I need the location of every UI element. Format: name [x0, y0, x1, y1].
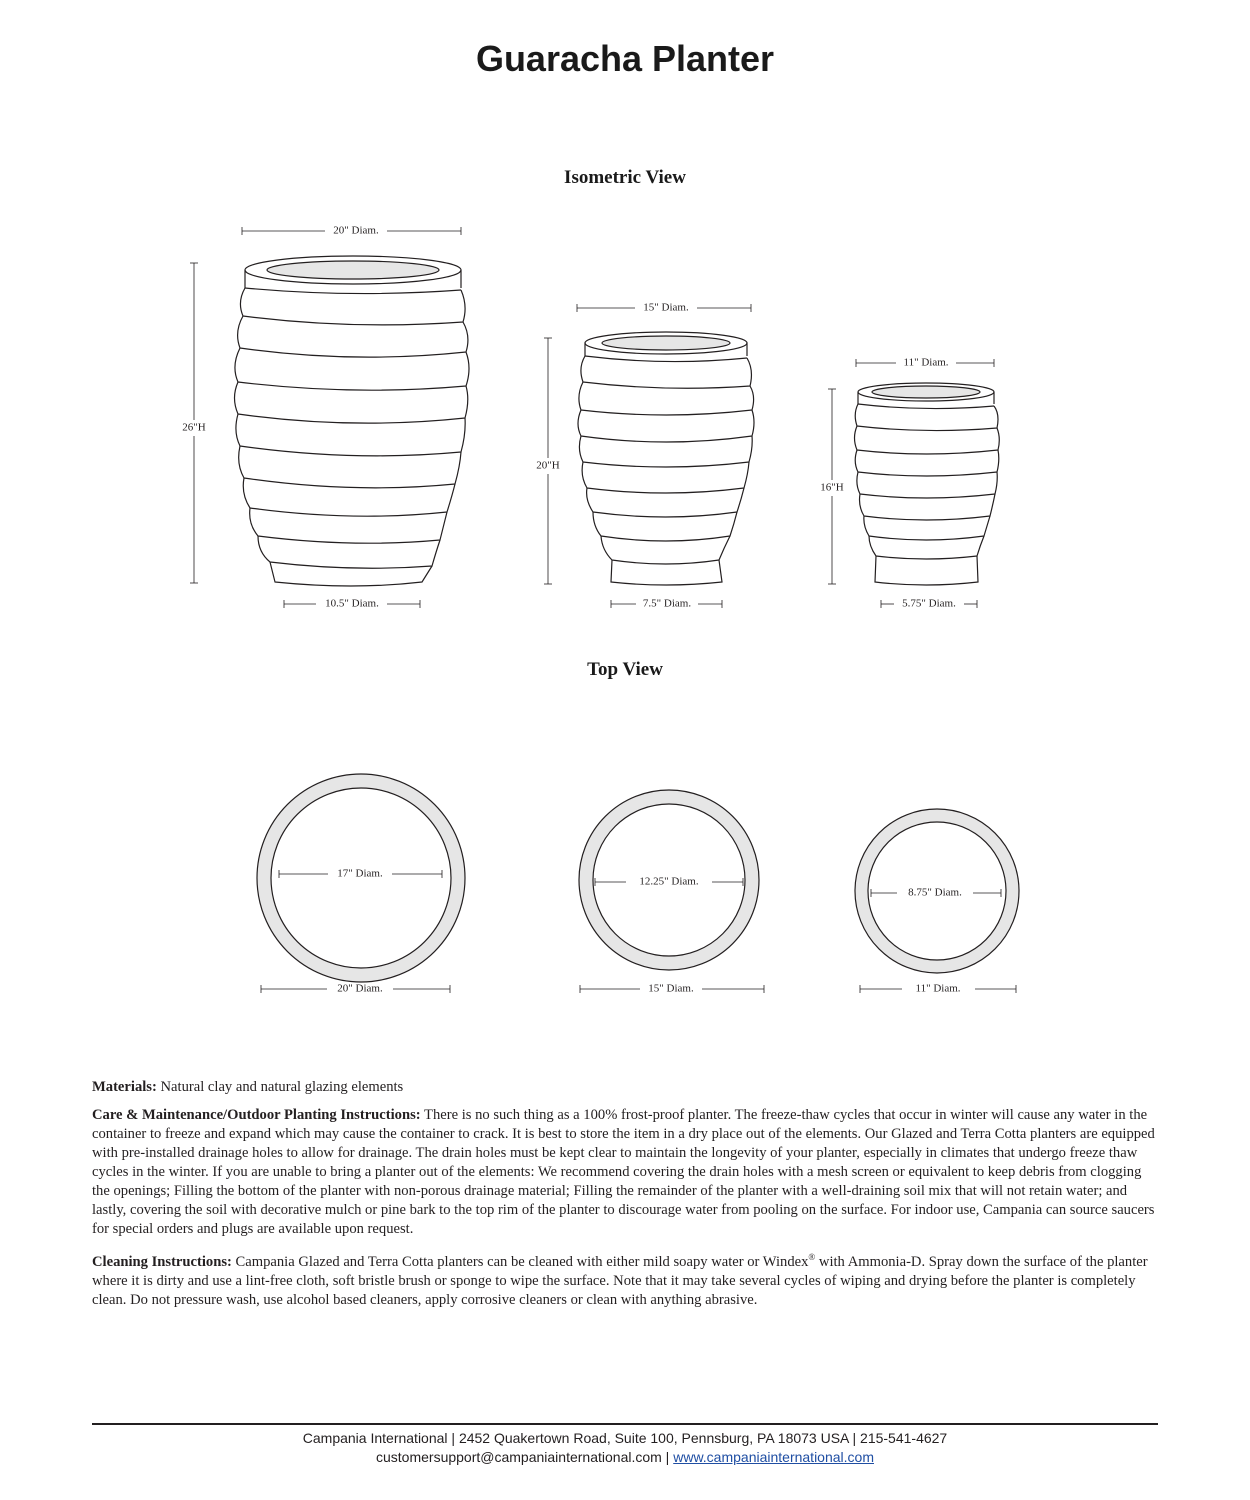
iso-large-top-diam: 20" Diam. — [333, 224, 379, 237]
footer-email: customersupport@campaniainternational.com — [376, 1449, 662, 1465]
care-label: Care & Maintenance/Outdoor Planting Instructions: — [92, 1107, 421, 1123]
cleaning-label: Cleaning Instructions: — [92, 1253, 232, 1270]
top-medium-outer-diam: 15" Diam. — [648, 982, 694, 995]
isometric-planter-small — [855, 383, 1000, 585]
iso-small-top-diam: 11" Diam. — [903, 356, 949, 369]
footer-separator: | — [661, 1449, 674, 1465]
top-large-outer-diam: 20" Diam. — [337, 982, 383, 995]
materials-text: Natural clay and natural glazing elements — [160, 1079, 404, 1095]
care-text: There is no such thing as a 100% frost-proof planter. The freeze-thaw cycles that occur in winter will cause any water in the container to freeze and expand which may cause the container to crack. It is best to store the item in a dry place out of the elements. Our Glazed and Terra Cotta planters are equipped with pre-installed drainage holes to allow for drainage. The drain holes must be kept clear to maintain the longevity of your planter, especially in climates that undergo freeze thaw cycles in the winter. If you are unable to bring a planter out of the elements: We recommend covering the drain holes with a mesh screen or equivalent to keep debris from clogging the openings; Filling the bottom of the planter with non-porous drainage material; Filling the remainder of the planter with a well-draining soil mix that will not retain water; and lastly, covering the soil with decorative mulch or pine bark to the top rim of the planter to discourage water from pooling on the surface. For indoor use, Campania can source saucers for special orders and plugs are available upon request. — [92, 1107, 1155, 1237]
footer-address: Campania International | 2452 Quakertown Road, Suite 100, Pennsburg, PA 18073 USA | 215-541-4627 — [302, 1430, 948, 1446]
top-view-heading: Top View — [587, 659, 663, 680]
page-title: Guaracha Planter — [475, 38, 775, 79]
isometric-view-heading: Isometric View — [564, 167, 686, 188]
iso-large-height: 26"H — [182, 421, 206, 434]
iso-large-base-diam: 10.5" Diam. — [325, 597, 379, 610]
registered-mark: ® — [808, 1252, 816, 1262]
iso-small-height: 16"H — [820, 481, 844, 494]
top-medium-inner-diam: 12.25" Diam. — [639, 875, 699, 888]
care-paragraph — [92, 1106, 1160, 1239]
cleaning-paragraph — [92, 1248, 1160, 1310]
product-specifications — [92, 1078, 1160, 1319]
materials-paragraph — [92, 1078, 1160, 1097]
materials-label: Materials: — [92, 1079, 157, 1095]
isometric-planter-medium — [578, 332, 754, 585]
iso-medium-top-diam: 15" Diam. — [643, 301, 689, 314]
top-large-inner-diam: 17" Diam. — [337, 867, 383, 880]
iso-medium-base-diam: 7.5" Diam. — [642, 597, 692, 610]
top-small-outer-diam: 11" Diam. — [915, 982, 961, 995]
isometric-planter-large — [235, 256, 470, 586]
iso-small-base-diam: 5.75" Diam. — [902, 597, 956, 610]
footer-divider — [92, 1423, 1158, 1425]
top-small-inner-diam: 8.75" Diam. — [908, 886, 962, 899]
footer-website-link[interactable]: www.campaniainternational.com — [673, 1449, 874, 1465]
cleaning-text-2: with Ammonia-D. Spray down the surface of the planter where it is dirty and use a lint-free cloth, soft bristle brush or sponge to wipe the surface. Note that it may take several cycles of wiping and drying before the planter is completely clean. Do not pressure wash, use alcohol based cleaners, apply corrosive cleaners or clean with anything abrasive. — [92, 1253, 1148, 1308]
footer-contact — [0, 1449, 1250, 1465]
iso-medium-height: 20"H — [536, 459, 560, 472]
cleaning-text-1: Campania Glazed and Terra Cotta planters can be cleaned with either mild soapy water or Windex — [235, 1253, 809, 1270]
